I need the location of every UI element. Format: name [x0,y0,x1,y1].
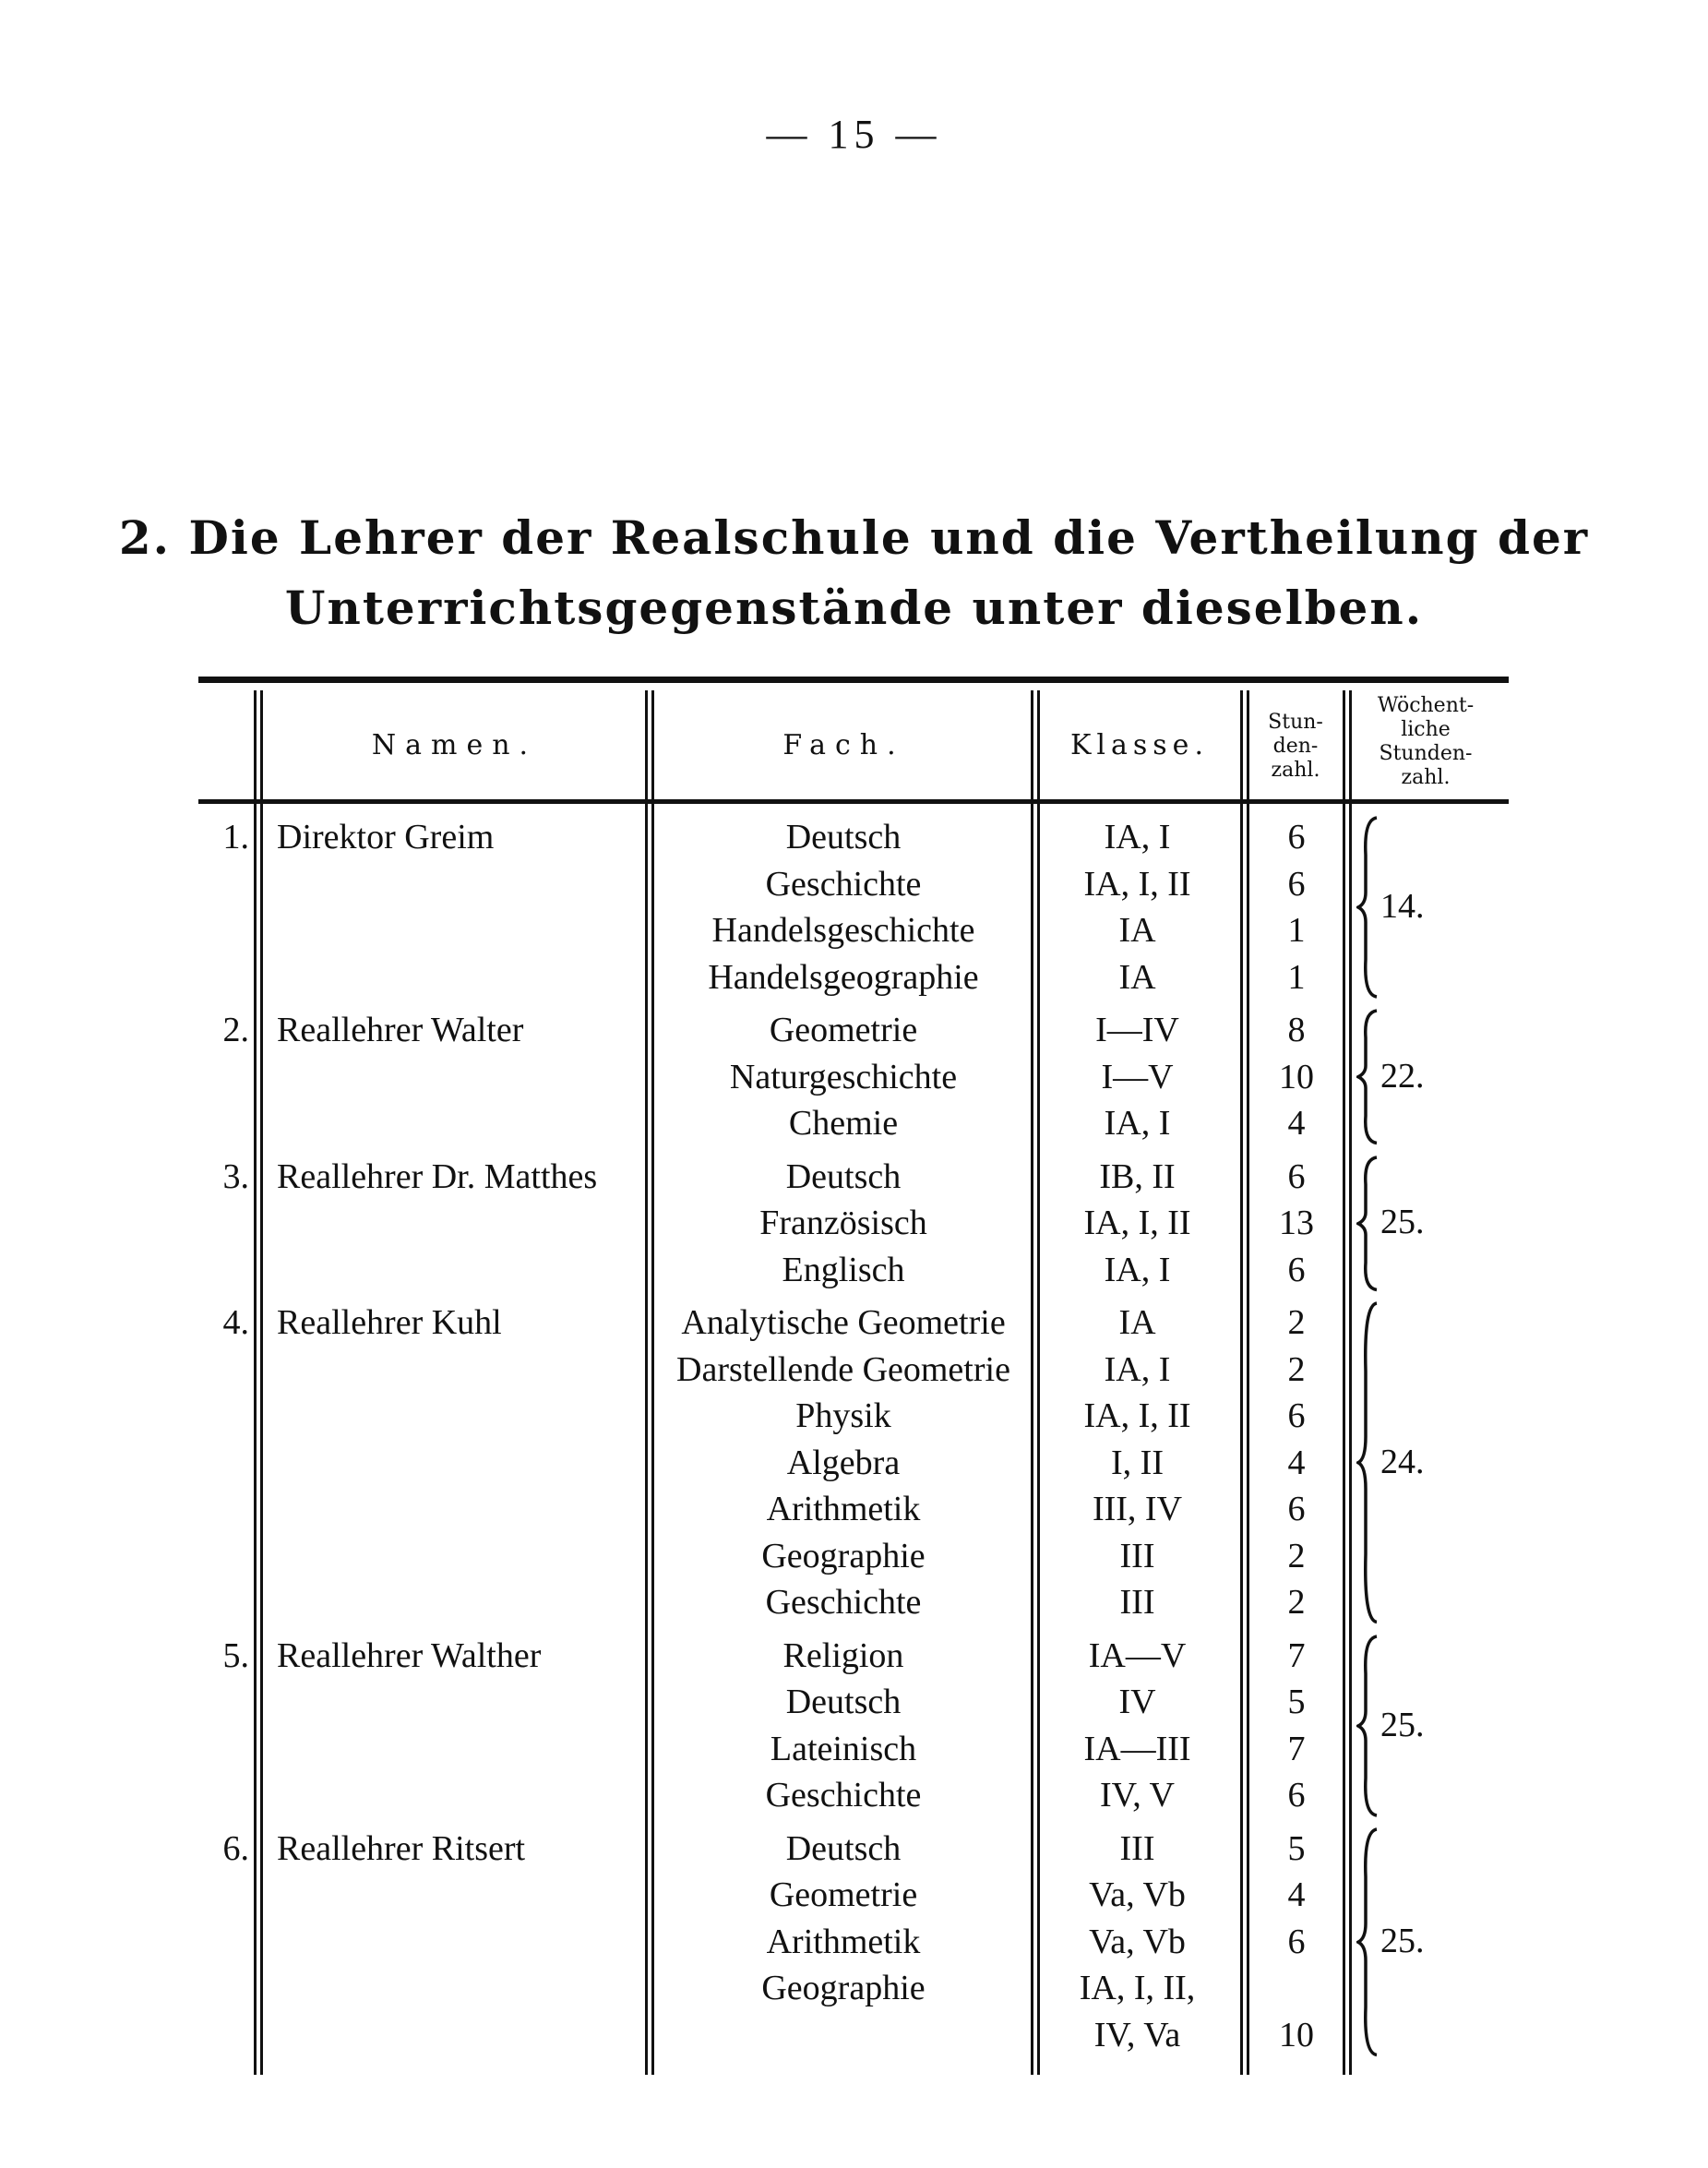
col-line-num-b [260,690,263,2075]
col-line-std-b [1349,690,1352,2075]
header-woechentlich-line: Wöchent- [1377,694,1475,717]
class-cell: IV, Va [1093,2015,1181,2054]
subject-cell: Geschichte [765,1583,922,1622]
class-cell: IA—V [1088,1635,1187,1675]
class-cell: Va, Vb [1089,1922,1186,1961]
class-cell: III [1119,1536,1155,1575]
page-number: — 15 — [766,112,942,157]
class-cell: III [1119,1828,1155,1868]
class-cell: IA, I [1104,1250,1171,1289]
subject-cell: Arithmetik [766,1922,921,1961]
hours-cell: 6 [1287,818,1306,856]
class-cell: IA, I [1104,818,1171,856]
header-woechentlich-line: zahl. [1401,766,1451,789]
table-top-rule [198,677,1509,683]
header-woechentlich-line: liche [1401,718,1451,741]
title-line-2: Unterrichtsgegenstände unter dieselben. [284,581,1424,635]
subject-cell: Geometrie [769,1011,918,1049]
header-woechentliche-stundenzahl [1352,694,1499,790]
hours-cell: 6 [1287,1396,1306,1435]
hours-cell: 2 [1287,1536,1306,1575]
class-cell: III [1119,1583,1155,1622]
class-cell: IA [1118,911,1156,950]
hours-cell: 8 [1287,1011,1306,1049]
subject-cell: Geometrie [769,1875,918,1914]
header-klasse: Klasse. [1070,729,1209,761]
class-cell: IA—III [1083,1729,1191,1768]
subject-cell: Physik [795,1396,891,1435]
subject-cell: Deutsch [785,818,902,856]
class-cell: I—IV [1095,1011,1179,1049]
hours-cell: 1 [1287,957,1306,997]
subject-cell: Lateinisch [770,1729,917,1768]
hours-cell: 4 [1287,1104,1306,1143]
weekly-total: 14. [1380,887,1425,926]
class-cell: III, IV [1092,1490,1183,1528]
teacher-name: Reallehrer Dr. Matthes [277,1156,598,1196]
teacher-number: 2. [222,1011,249,1049]
header-stundenzahl-line: den- [1272,735,1319,758]
teacher-name: Reallehrer Kuhl [277,1303,502,1342]
class-cell: IA [1118,1303,1156,1342]
hours-cell: 6 [1287,1250,1306,1289]
table-header-rule [198,799,1509,804]
subject-cell: Geschichte [765,1776,922,1815]
class-cell: IA, I, II [1083,1204,1191,1242]
subject-cell: Darstellende Geometrie [676,1349,1010,1389]
hours-cell: 7 [1287,1635,1306,1675]
hours-cell: 6 [1287,1156,1306,1196]
hours-cell: 4 [1287,1443,1306,1482]
subject-cell: Religion [782,1635,904,1675]
subject-cell: Arithmetik [766,1490,921,1528]
hours-cell: 6 [1287,1922,1306,1961]
class-cell: IA, I [1104,1349,1171,1389]
col-line-num [254,690,257,2075]
class-cell: IV, V [1100,1776,1175,1815]
weekly-total: 22. [1380,1056,1425,1096]
weekly-total: 25. [1380,1705,1425,1744]
teacher-number: 5. [222,1635,249,1675]
teacher-number: 4. [222,1303,249,1342]
class-cell: Va, Vb [1089,1875,1186,1914]
hours-cell: 2 [1287,1303,1306,1342]
teacher-number: 6. [222,1828,249,1868]
header-stundenzahl-line: zahl. [1271,759,1320,782]
hours-cell: 7 [1287,1729,1306,1768]
hours-cell: 6 [1287,864,1306,904]
subject-cell: Deutsch [785,1683,902,1721]
subject-cell: Geographie [761,1969,926,2007]
subject-cell: Algebra [786,1443,901,1482]
subject-cell: Handelsgeographie [708,957,979,997]
subject-cell: Handelsgeschichte [711,911,975,950]
col-line-name [645,690,648,2075]
class-cell: IA [1118,957,1156,997]
weekly-total: 25. [1380,1203,1425,1242]
section-title [0,503,1708,643]
subject-cell: Analytische Geometrie [681,1303,1006,1342]
subject-cell: Französisch [759,1204,927,1242]
hours-cell: 4 [1287,1875,1306,1914]
class-cell: IA, I [1104,1104,1171,1143]
hours-cell: 10 [1279,2015,1314,2054]
weekly-total: 25. [1380,1921,1425,1960]
subject-cell: Chemie [788,1104,899,1143]
hours-cell: 5 [1287,1683,1306,1721]
header-stundenzahl-line: Stun- [1268,711,1323,734]
header-stundenzahl [1248,711,1344,783]
class-cell: IB, II [1099,1156,1176,1196]
teacher-name: Reallehrer Walter [277,1011,524,1049]
weekly-total: 24. [1380,1442,1425,1481]
hours-cell: 10 [1279,1057,1314,1096]
hours-cell: 6 [1287,1490,1306,1528]
subject-cell: Englisch [782,1250,905,1289]
class-cell: IV [1118,1683,1156,1721]
class-cell: IA, I, II [1083,864,1191,904]
teacher-number: 1. [222,818,249,856]
hours-cell: 5 [1287,1828,1306,1868]
teacher-name: Direktor Greim [277,818,495,856]
subject-cell: Deutsch [785,1828,902,1868]
class-cell: IA, I, II, [1079,1969,1196,2007]
hours-cell: 1 [1287,911,1306,950]
col-line-klasse-b [1247,690,1249,2075]
class-cell: I, II [1111,1443,1164,1482]
hours-cell: 13 [1279,1204,1314,1242]
title-line-1: 2. Die Lehrer der Realschule und die Vertheilung der [118,510,1590,565]
teacher-name: Reallehrer Ritsert [277,1828,526,1868]
hours-cell: 2 [1287,1349,1306,1389]
header-fach: Fach. [782,729,905,761]
teacher-name: Reallehrer Walther [277,1635,542,1675]
subject-cell: Geschichte [765,864,922,904]
class-cell: I—V [1101,1057,1174,1096]
col-line-name-b [651,690,654,2075]
subject-cell: Geographie [761,1536,926,1575]
subject-cell: Deutsch [785,1156,902,1196]
hours-cell: 6 [1287,1776,1306,1815]
header-woechentlich-line: Stunden- [1379,742,1473,765]
teacher-number: 3. [222,1156,249,1196]
class-cell: IA, I, II [1083,1396,1191,1435]
hours-cell: 2 [1287,1583,1306,1622]
subject-cell: Naturgeschichte [729,1057,958,1096]
header-namen: Namen. [371,729,538,761]
col-line-std [1343,690,1345,2075]
col-line-klasse [1240,690,1243,2075]
